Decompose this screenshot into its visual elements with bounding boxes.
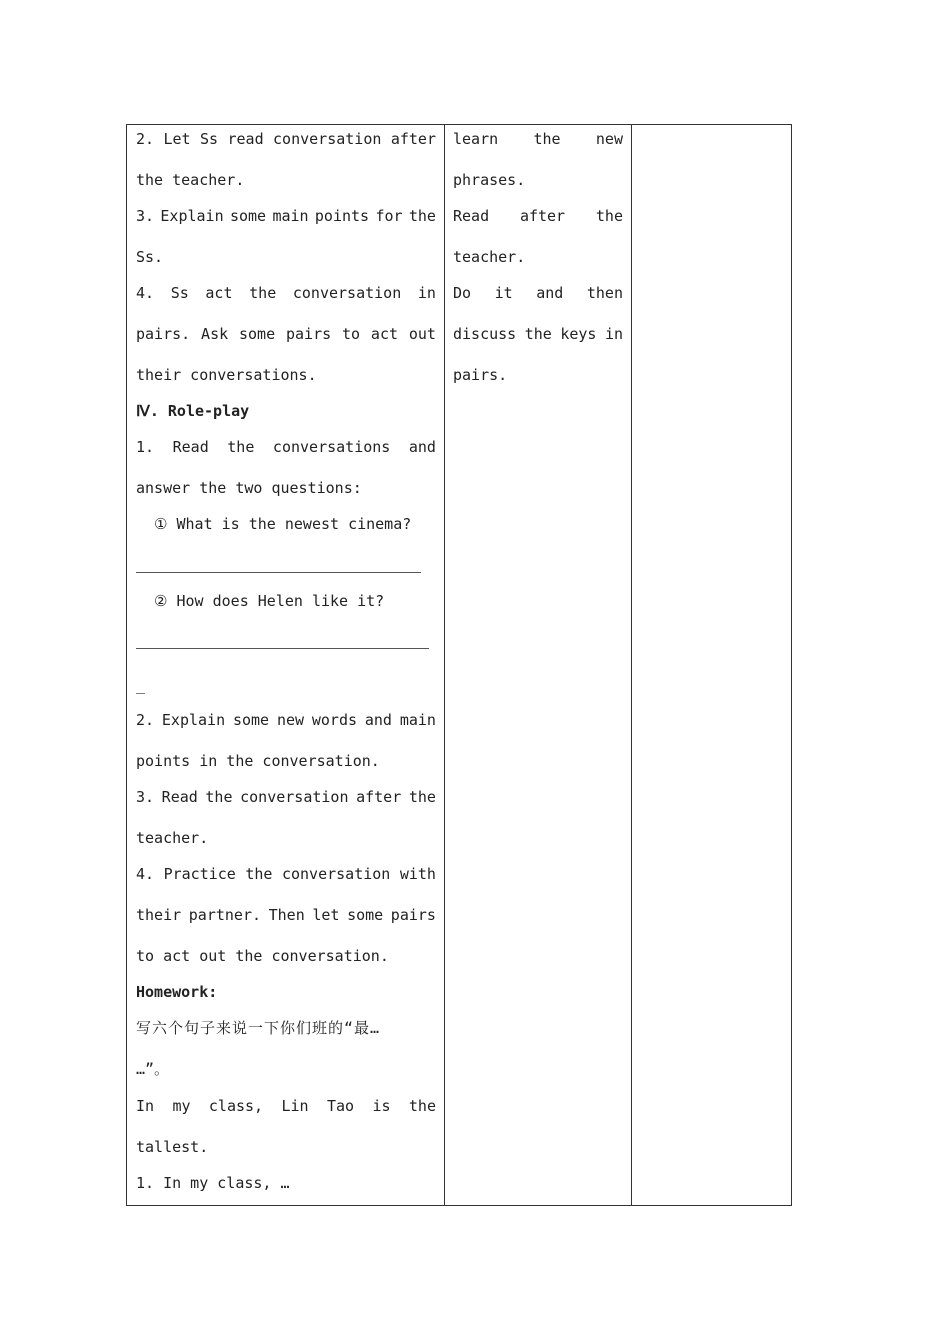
activity-text: 4. Practice the conversation with <box>136 865 436 883</box>
activity-text: points in the conversation. <box>136 752 380 770</box>
notes-column <box>632 125 792 1205</box>
student-activity-text: teacher. <box>453 248 526 266</box>
homework-example: In my class, Lin Tao is the <box>136 1097 436 1115</box>
student-activity-text: phrases. <box>453 171 526 189</box>
activity-text: 2. Explain some new words and main <box>136 711 436 729</box>
student-activity-text: learn the new <box>453 130 623 148</box>
homework-item: 1. In my class, … <box>136 1174 290 1192</box>
question-2: ② How does Helen like it? <box>154 592 385 610</box>
question-1: ① What is the newest cinema? <box>154 515 412 533</box>
column-divider <box>444 125 445 1205</box>
student-activity-text: Read after the <box>453 207 623 225</box>
activity-text: 2. Let Ss read conversation after <box>136 130 436 148</box>
activity-text: their partner. Then let some pairs <box>136 906 436 924</box>
section-heading-homework: Homework: <box>136 983 218 1001</box>
activity-text: 3. Read the conversation after the <box>136 788 436 806</box>
activity-text: teacher. <box>136 829 209 847</box>
homework-instruction: 写六个句子来说一下你们班的“最… <box>136 1019 381 1037</box>
activity-text: Ss. <box>136 248 164 266</box>
student-activity-text: Do it and then <box>453 284 623 302</box>
homework-example: tallest. <box>136 1138 209 1156</box>
activity-text: the teacher. <box>136 171 245 189</box>
student-activity-text: pairs. <box>453 366 508 384</box>
activity-text: to act out the conversation. <box>136 947 389 965</box>
lesson-plan-table <box>126 124 792 1206</box>
activity-text: answer the two questions: <box>136 479 362 497</box>
answer-blank-line <box>136 648 429 649</box>
activity-text: 4. Ss act the conversation in <box>136 284 436 302</box>
activity-text: 1. Read the conversations and <box>136 438 436 456</box>
answer-blank-line <box>136 572 421 573</box>
section-heading-role-play: Ⅳ. Role-play <box>136 402 250 420</box>
answer-blank-tail: _ <box>136 676 146 694</box>
activity-text: pairs. Ask some pairs to act out <box>136 325 436 343</box>
activity-text: 3. Explain some main points for the <box>136 207 436 225</box>
activity-text: their conversations. <box>136 366 317 384</box>
student-activity-text: discuss the keys in <box>453 325 623 343</box>
homework-instruction: …”。 <box>136 1060 170 1078</box>
